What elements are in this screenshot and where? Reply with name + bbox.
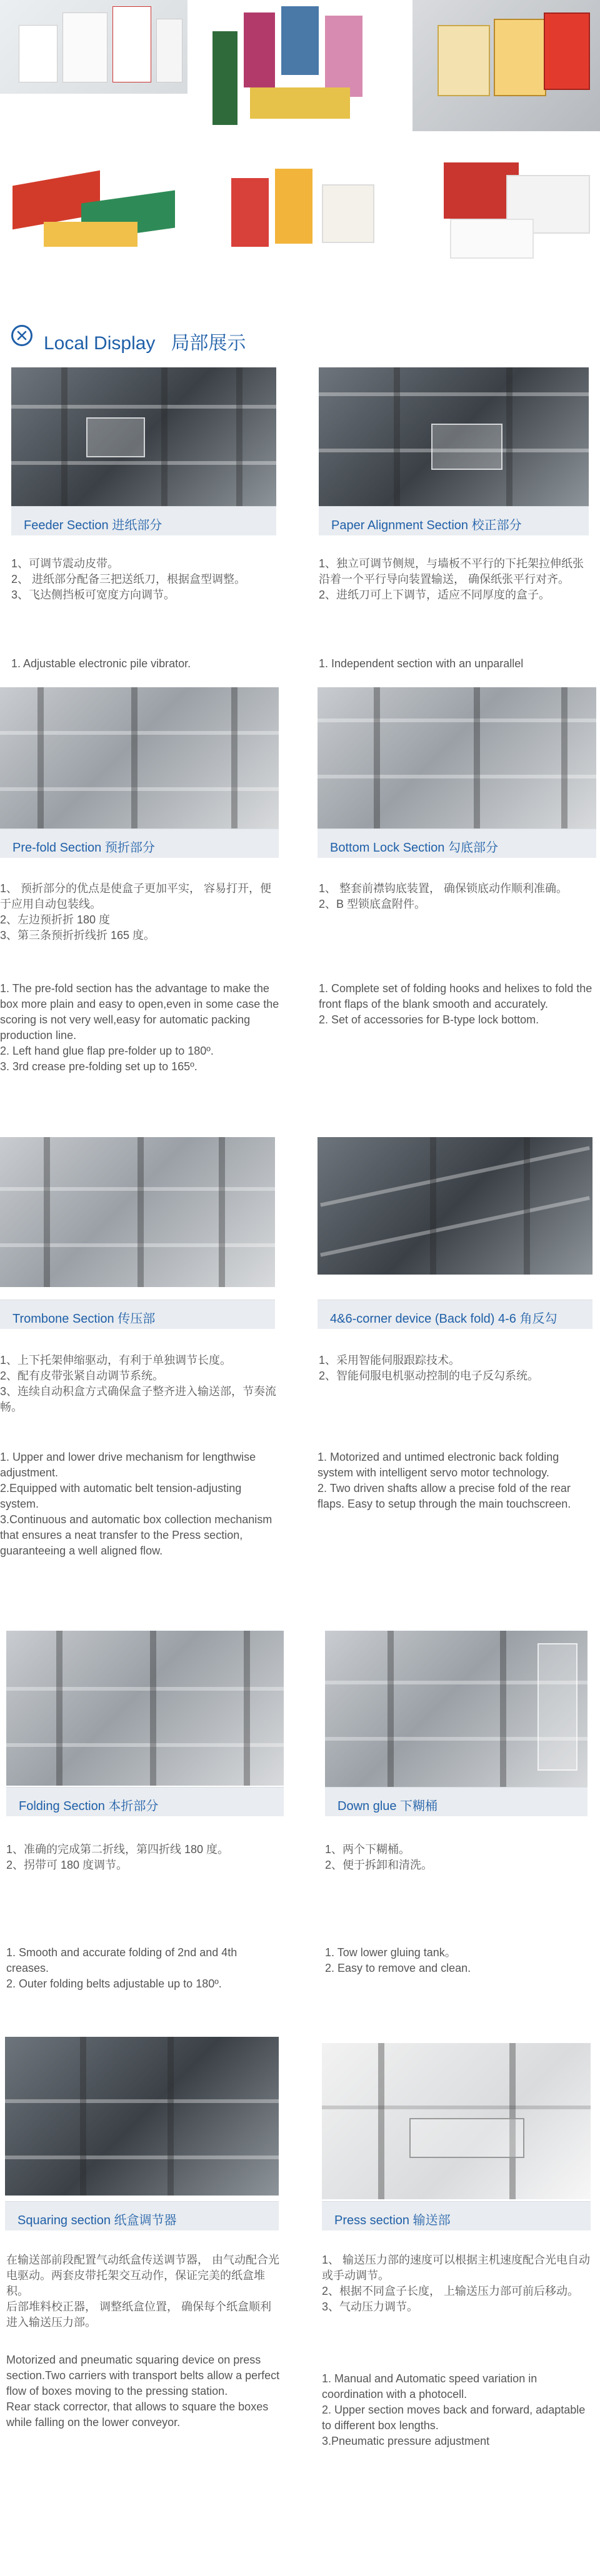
caption-trombone-section: Trombone Section 传压部: [0, 1300, 275, 1329]
caption-paper-alignment-section: Paper Alignment Section 校正部分: [319, 506, 589, 535]
caption-squaring-section: Squaring section 纸盒调节器: [5, 2201, 279, 2230]
en-folding-section: 1. Smooth and accurate folding of 2nd and 4th creases. 2. Outer folding belts adjustable up to 180º.: [6, 1946, 238, 1990]
en-squaring-section: Motorized and pneumatic squaring device on press section.Two carriers with transport belts allow a perfect flow of boxes moving to the pressing station. Rear stack corrector, that allows to square the boxes while falling on the lower conveyor.: [6, 2354, 280, 2429]
caption-feeder-section: Feeder Section 进纸部分: [11, 506, 276, 535]
photo-paper-alignment-section: [319, 367, 589, 506]
en-trombone-section: 1. Upper and lower drive mechanism for lengthwise adjustment. 2.Equipped with automatic belt tension-adjusting system. 3.Continuous and automatic box collection mechanism that ensures a neat transfer to the Press section, guaranteeing a well aligned flow.: [0, 1451, 272, 1557]
en-press-section: 1. Manual and Automatic speed variation in coordination with a photocell. 2. Upper section moves back and forward, adaptable to different box lengths. 3.Pneumatic pressure adjustment: [322, 2372, 586, 2447]
photo-down-glue: [325, 1631, 588, 1787]
product-photo-white-trays: [438, 150, 600, 269]
close-circle-icon: [11, 325, 32, 346]
caption-pre-fold-section: Pre-fold Section 预折部分: [0, 828, 279, 858]
photo-trombone-section: [0, 1137, 275, 1287]
cn-corner-device: 1、采用智能伺服跟踪技术。 2、智能伺服电机驱动控制的电子反勾系统。: [319, 1354, 539, 1382]
cn-trombone-section: 1、上下托架伸缩驱动，有利于单独调节长度。 2、配有皮带张紧自动调节系统。 3、连续自动积盒方式确保盒子整齐进入输送部，节奏流畅。: [0, 1354, 277, 1413]
caption-corner-device: 4&6-corner device (Back fold) 4-6 角反勾: [318, 1300, 592, 1329]
product-photo-popcorn-cups: [212, 159, 388, 259]
photo-bottom-lock-section: [318, 687, 596, 828]
en-corner-device: 1. Motorized and untimed electronic back folding system with intelligent servo motor technology. 2. Two driven shafts allow a precise fold of the rear flaps. Easy to setup through the main touchscreen.: [318, 1451, 571, 1510]
product-photo-medicine-boxes: [0, 0, 188, 94]
en-feeder-section: 1. Adjustable electronic pile vibrator.: [11, 657, 191, 670]
cn-press-section: 1、 输送压力部的速度可以根据主机速度配合光电自动或手动调节。 2、根据不同盒子长度， 上输送压力部可前后移动。 3、气动压力调节。: [322, 2254, 591, 2313]
cn-bottom-lock-section: 1、 整套前襟钩底装置， 确保锁底动作顺利准确。 2、B 型锁底盒附件。: [319, 882, 568, 910]
en-bottom-lock-section: 1. Complete set of folding hooks and helixes to fold the front flaps of the blank smooth and accurately. 2. Set of accessories for B-type lock bottom.: [319, 982, 592, 1026]
caption-press-section: Press section 输送部: [322, 2201, 591, 2230]
photo-squaring-section: [5, 2037, 279, 2196]
photo-pre-fold-section: [0, 687, 279, 828]
cn-squaring-section: 在输送部前段配置气动纸盒传送调节器， 由气动配合光电驱动。两套皮带托架交互动作，保证完美的纸盒堆积。 后部堆料校正器， 调整纸盒位置， 确保每个纸盒顺利进入输送压力部。: [6, 2254, 279, 2329]
cn-pre-fold-section: 1、 预折部分的优点是使盒子更加平实， 容易打开，便于应用自动包装线。 2、左边预折折 180 度 3、第三条预折折线折 165 度。: [0, 882, 272, 942]
en-down-glue: 1. Tow lower gluing tank。 2. Easy to remove and clean.: [325, 1946, 471, 1974]
photo-corner-device: [318, 1137, 592, 1275]
cn-folding-section: 1、准确的完成第二折线，第四折线 180 度。 2、拐带可 180 度调节。: [6, 1843, 229, 1871]
product-photo-tray-boxes: [6, 153, 188, 259]
cn-down-glue: 1、两个下糊桶。 2、便于拆卸和清洗。: [325, 1843, 433, 1871]
product-photo-colorful-boxes: [206, 0, 394, 131]
caption-bottom-lock-section: Bottom Lock Section 勾底部分: [318, 828, 596, 858]
en-paper-alignment-section: 1. Independent section with an unparallel: [319, 657, 524, 670]
section-title-text: Local Display 局部展示: [44, 333, 246, 354]
photo-press-section: [322, 2043, 591, 2199]
caption-down-glue: Down glue 下糊桶: [325, 1787, 588, 1816]
en-pre-fold-section: 1. The pre-fold section has the advantage to make the box more plain and easy to open,even in some case the scoring is not very well,easy for automatic packing production line. 2. Left hand glue flap pre-folder up to 180º. 3. 3rd crease pre-folding set up to 165º.: [0, 982, 279, 1073]
product-photo-food-boxes: [412, 0, 600, 131]
cn-paper-alignment-section: 1、独立可调节侧规，与墙板不平行的下托架拉伸纸张沿着一个平行导向装置输送， 确保纸张平行对齐。 2、进纸刀可上下调节，适应不同厚度的盒子。: [319, 557, 584, 601]
photo-feeder-section: [11, 367, 276, 506]
photo-folding-section: [6, 1631, 284, 1786]
cn-feeder-section: 1、可调节震动皮带。 2、 进纸部分配备三把送纸刀，根据盒型调整。 3、飞达侧挡板可宽度方向调节。: [11, 557, 246, 601]
caption-folding-section: Folding Section 本折部分: [6, 1787, 284, 1816]
